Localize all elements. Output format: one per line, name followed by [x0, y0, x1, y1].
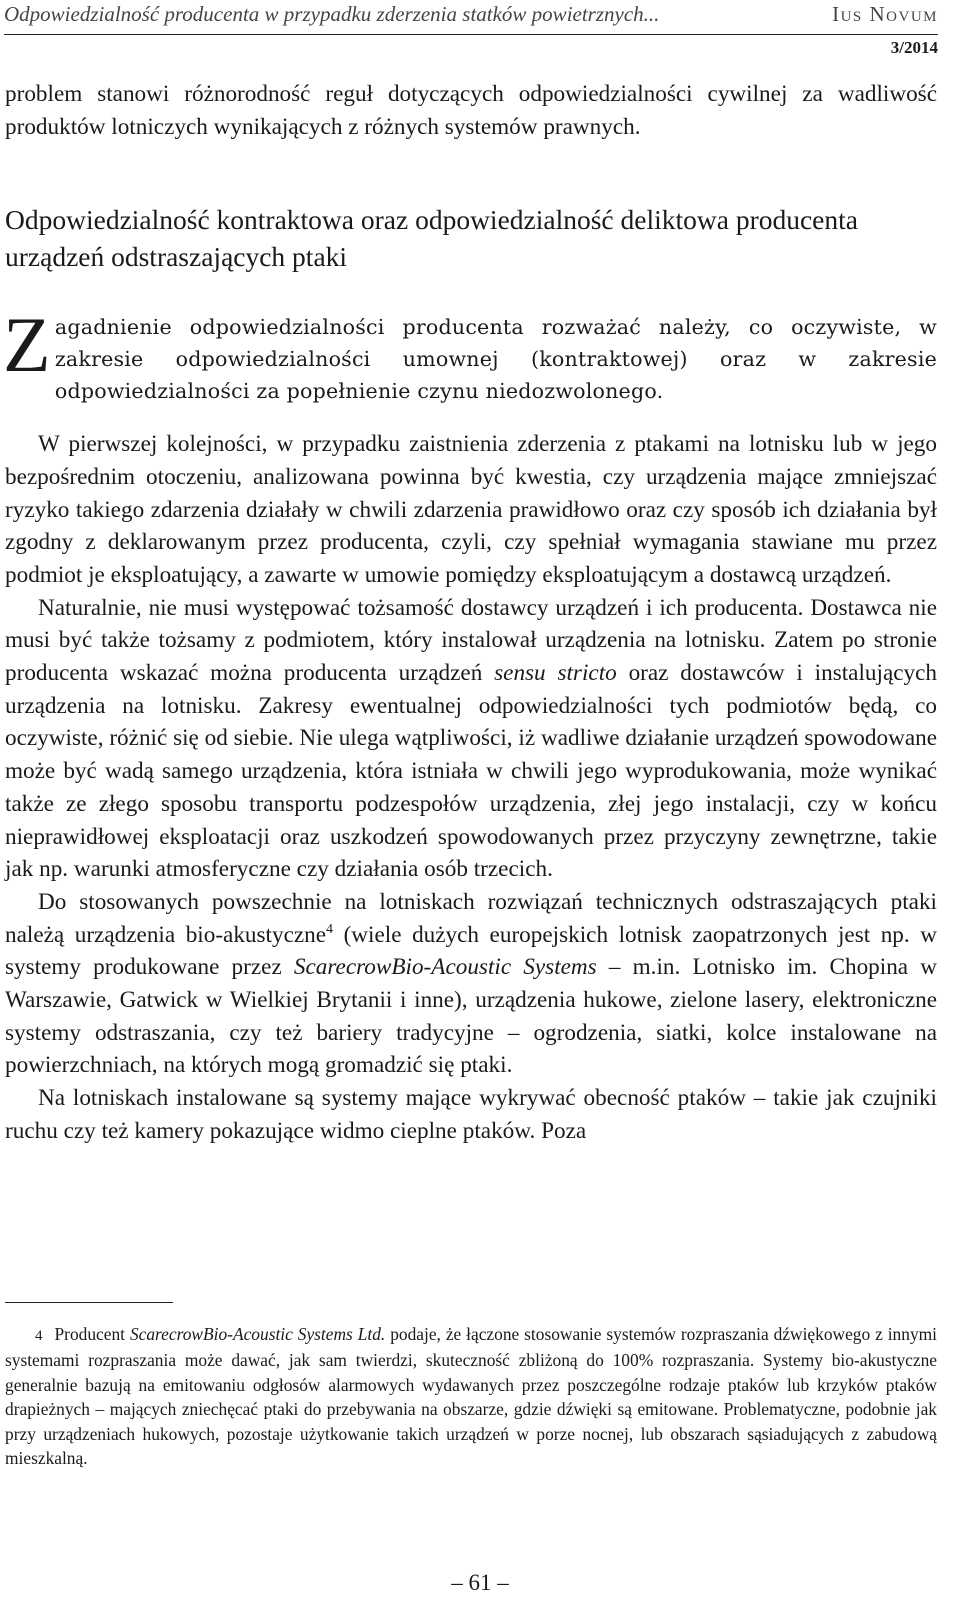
footnote-reference[interactable]: 4 — [326, 921, 334, 937]
drop-cap: Z — [3, 301, 51, 389]
running-title: Odpowiedzialność producenta w przypadku zderzenia statków powietrznych... — [4, 2, 660, 26]
paragraph-4: Na lotniskach instalowane są systemy mające wykrywać obecność ptaków – takie jak czujniki ruchu czy też kamery pokazujące widmo cieplne ptaków. Poza — [5, 1085, 937, 1144]
page-number: – 61 – — [451, 1570, 509, 1595]
lead-paragraph — [3, 301, 937, 407]
paragraph-intro: problem stanowi różnorodność reguł dotyczących odpowiedzialności cywilnej za wadliwość produktów lotniczych wynikających z różnych systemów prawnych. — [5, 81, 937, 140]
footnote-text-b: podaje, że łączone stosowanie systemów rozpraszania dźwiękowego z innymi systemami rozpraszania może dawać, jak sam twierdzi, skuteczność zbliżoną do 100% rozpraszania. Systemy bio-akustyczne generalnie bazują na emitowaniu odgłosów alarmowych wydawanych przez poszczególne rodzaje ptaków lub krzyków ptaków drapieżnych – mających zniechęcać ptaki do przebywania na obszarze, gdzie dźwięki są emitowane. Problematyczne, podobnie jak przy urządzeniach hukowych, pozostaje użytkowanie takich urządzeń w porze nocnej, lub obszarach sąsiadujących z zabudową mieszkalną. — [5, 1324, 937, 1469]
lead-text: agadnienie odpowiedzialności producenta rozważać należy, co oczywiste, w zakresie odpowiedzialności umownej (kontraktowej) oraz w zakresie odpowiedzialności za popełnienie czynu niedozwolonego. — [54, 315, 937, 403]
paragraph-2-part-b: oraz dostawców i instalujących urządzenia na lotnisku. Zakresy ewentualnej odpowiedzialności tych podmiotów będą, co oczywiste, różnić się od siebie. Nie ulega wątpliwości, iż wadliwe działanie urządzeń spowodowane może być wadą samego urządzenia, która istniała w chwili jego wyprodukowania, może wynikać także ze złego sposobu transportu podzespołów urządzenia, złej jego instalacji, czy w końcu nieprawidłowej eksploatacji oraz uszkodzeń spowodowanych przez przyczyny zewnętrzne, takie jak np. warunki atmosferyczne czy działania osób trzecich. — [5, 660, 938, 883]
footnote — [5, 1322, 937, 1470]
company-name: ScarecrowBio-Acoustic Systems — [293, 954, 597, 981]
footnote-company: ScarecrowBio-Acoustic Systems Ltd. — [129, 1324, 386, 1344]
issue-number: 3/2014 — [890, 38, 938, 57]
paragraph-2 — [5, 592, 937, 886]
paragraph-3-part-c: – m.in. Lotnisko im. Chopina w Warszawie, Gatwick w Wielkiej Brytanii i inne), urządzenia hukowe, zielone lasery, elektroniczne systemy odstraszania, czy też bariery tradycyjne – ogrodzenia, siatki, kolce instalowane na powierzchniach, na których mogą gromadzić się ptaki. — [5, 954, 938, 1079]
footnote-text-a: Producent — [54, 1324, 126, 1344]
footnote-number: 4 — [35, 1328, 43, 1344]
footnote-separator — [5, 1302, 173, 1303]
article-body — [5, 78, 937, 1148]
latin-phrase: sensu stricto — [494, 660, 617, 687]
journal-name: Ius Novum — [832, 2, 938, 26]
paragraph-3-part-b: (wiele dużych europejskich lotnisk zaopatrzonych jest np. w systemy produkowane przez — [5, 921, 937, 981]
paragraph-1: W pierwszej kolejności, w przypadku zaistnienia zderzenia z ptakami na lotnisku lub w jego bezpośrednim otoczeniu, analizowana powinna być kwestia, czy urządzenia mające zmniejszać ryzyko takiego zdarzenia działały w chwili zdarzenia prawidłowo oraz czy sposób ich działania był zgodny z deklarowanym przez producenta, czyli, czy spełniał wymagania stawiane mu przez podmiot je eksploatujący, a zawarte w umowie pomiędzy eksploatującym a dostawcą urządzeń. — [5, 431, 937, 588]
page-header — [4, 0, 938, 35]
paragraph-2-part-a: Naturalnie, nie musi występować tożsamość dostawcy urządzeń i ich producenta. Dostawca nie musi być także tożsamy z podmiotem, który instalował urządzenia na lotnisku. Zatem po stronie producenta wskazać można producenta urządzeń — [5, 594, 937, 687]
paragraph-3 — [5, 886, 937, 1082]
section-heading: Odpowiedzialność kontraktowa oraz odpowiedzialność deliktowa producenta urządzeń odstraszających ptaki — [5, 204, 858, 273]
paragraph-3-part-a: Do stosowanych powszechnie na lotniskach rozwiązań technicznych odstraszających ptaki należą urządzenia bio-akustyczne — [5, 888, 937, 948]
